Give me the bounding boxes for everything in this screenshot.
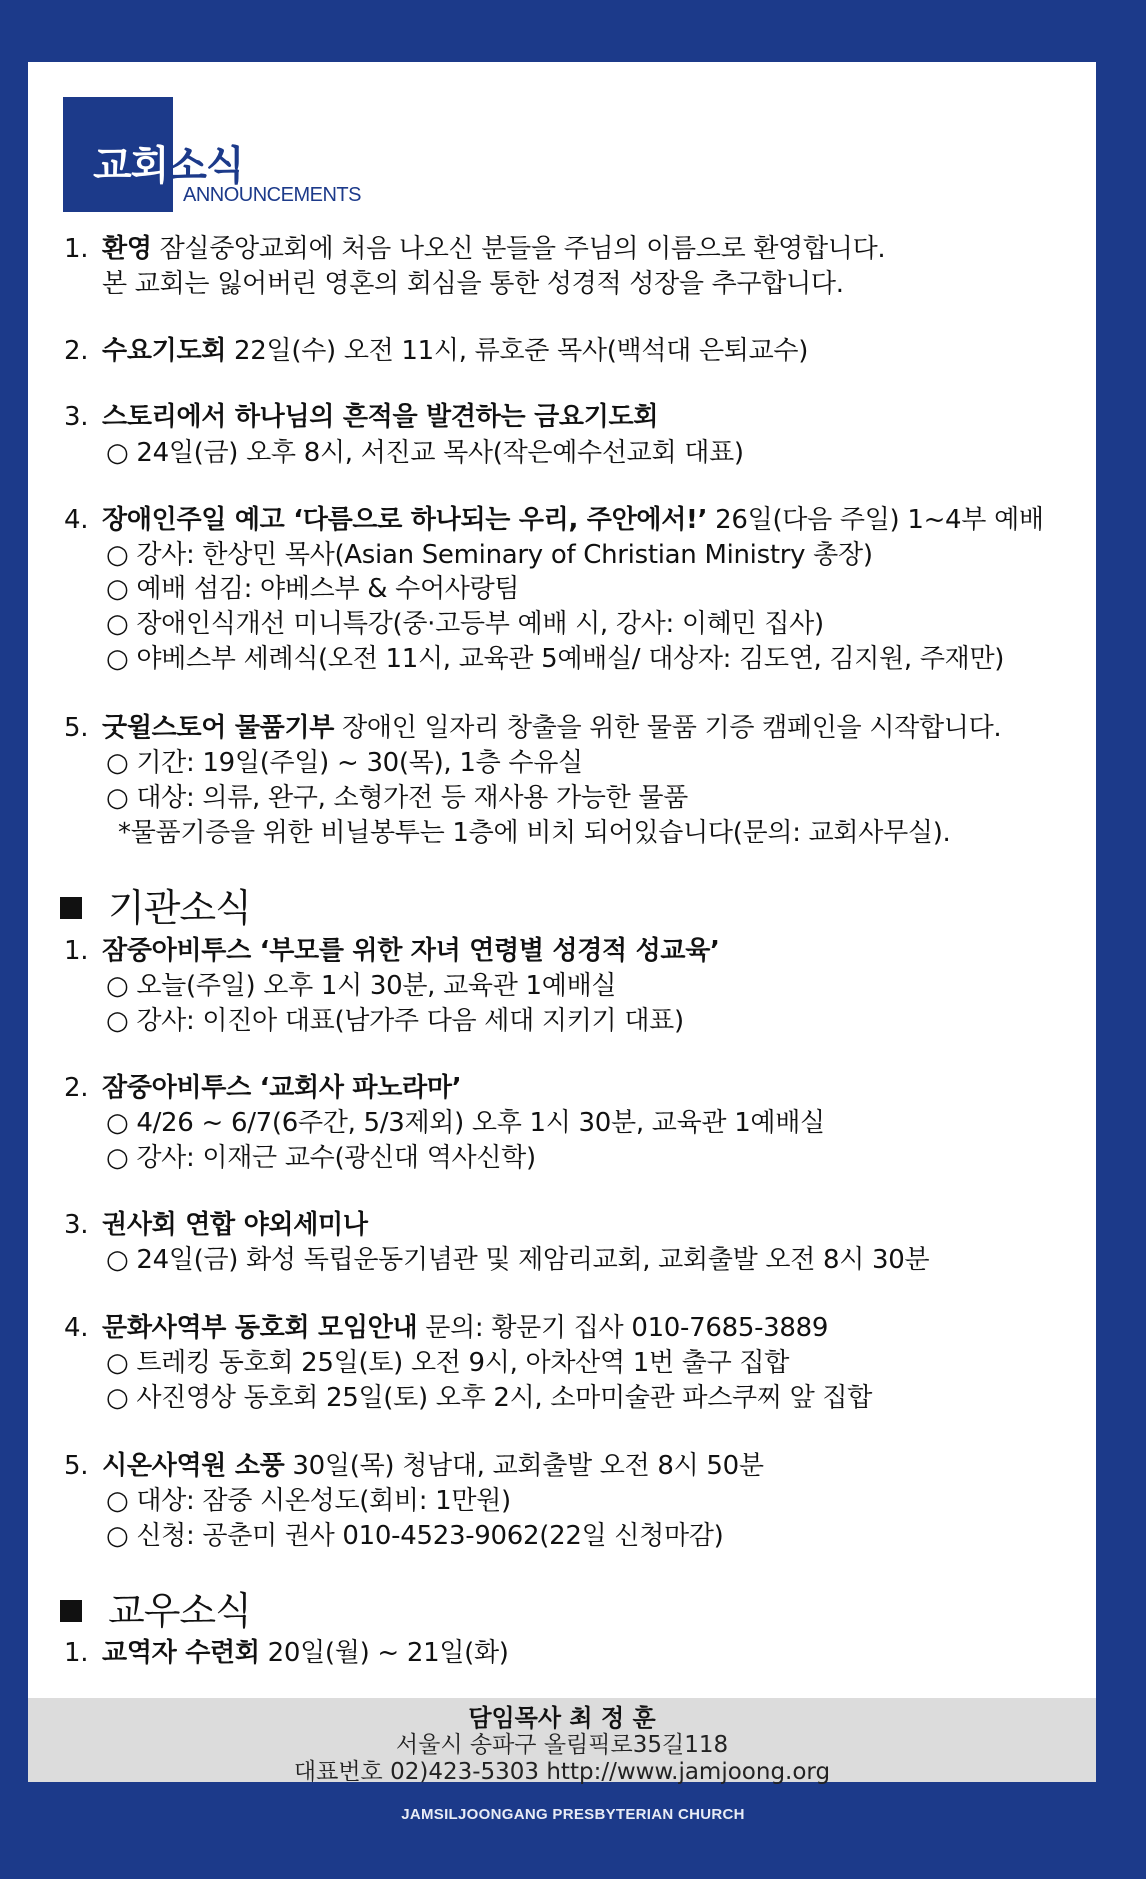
list-item-detail: ○ 24일(금) 오후 8시, 서진교 목사(작은예수선교회 대표) xyxy=(106,438,744,468)
list-item: 4. 문화사역부 동호회 모임안내 문의: 황문기 집사 010-7685-3889 xyxy=(64,1313,829,1343)
list-item-detail: ○ 예배 섬김: 야베스부 & 수어사랑팀 xyxy=(106,574,520,604)
page-subtitle: ANNOUNCEMENTS xyxy=(183,184,361,206)
list-item-detail: ○ 신청: 공춘미 권사 010-4523-9062(22일 신청마감) xyxy=(106,1521,724,1551)
announcement-page xyxy=(28,62,1096,1782)
title-part2: 소식 xyxy=(168,143,244,189)
list-item-detail: ○ 야베스부 세례식(오전 11시, 교육관 5예배실/ 대상자: 김도연, 김지원, 주재만) xyxy=(106,644,1005,674)
list-item-detail: ○ 강사: 한상민 목사(Asian Seminary of Christian Ministry 총장) xyxy=(106,540,873,570)
square-bullet-icon xyxy=(60,1600,82,1622)
list-item-detail: ○ 기간: 19일(주일) ~ 30(목), 1층 수유실 xyxy=(106,748,583,778)
list-item: 2. 잠중아비투스 ‘교회사 파노라마’ xyxy=(64,1073,462,1103)
list-item-detail: ○ 대상: 잠중 시온성도(회비: 1만원) xyxy=(106,1486,511,1516)
list-item-detail: ○ 강사: 이진아 대표(남가주 다음 세대 지키기 대표) xyxy=(106,1006,684,1036)
list-item: 1. 환영 잠실중앙교회에 처음 나오신 분들을 주님의 이름으로 환영합니다. xyxy=(64,234,886,264)
title-part1: 교회 xyxy=(93,143,169,189)
page-title xyxy=(93,134,244,191)
list-item-detail: ○ 오늘(주일) 오후 1시 30분, 교육관 1예배실 xyxy=(106,971,617,1001)
footer-contact xyxy=(28,1698,1096,1785)
list-item: 1. 잠중아비투스 ‘부모를 위한 자녀 연령별 성경적 성교육’ xyxy=(64,936,720,966)
church-brand: JAMSILJOONGANG PRESBYTERIAN CHURCH xyxy=(401,1806,745,1823)
pastor-name: 담임목사 최 정 훈 xyxy=(468,1704,656,1732)
list-item: 3. 권사회 연합 야외세미나 xyxy=(64,1210,368,1240)
church-phone-website: 대표번호 02)423-5303 http://www.jamjoong.org xyxy=(293,1759,831,1785)
section-heading-alumni: 교우소식 xyxy=(60,1580,251,1635)
list-item-detail: ○ 사진영상 동호회 25일(토) 오후 2시, 소마미술관 파스쿠찌 앞 집합 xyxy=(106,1383,873,1413)
list-item-detail: ○ 강사: 이재근 교수(광신대 역사신학) xyxy=(106,1143,536,1173)
list-item: 4. 장애인주일 예고 ‘다름으로 하나되는 우리, 주안에서!’ 26일(다음 주일) 1~4부 예배 xyxy=(64,505,1044,535)
list-item-detail: ○ 장애인식개선 미니특강(중·고등부 예배 시, 강사: 이혜민 집사) xyxy=(106,609,824,639)
list-item-detail: 본 교회는 잃어버린 영혼의 회심을 통한 성경적 성장을 추구합니다. xyxy=(102,269,844,299)
list-item-detail: ○ 24일(금) 화성 독립운동기념관 및 제암리교회, 교회출발 오전 8시 30분 xyxy=(106,1245,930,1275)
list-item-detail: ○ 4/26 ~ 6/7(6주간, 5/3제외) 오후 1시 30분, 교육관 1예배실 xyxy=(106,1108,825,1138)
section-heading-agency: 기관소식 xyxy=(60,877,251,932)
list-item: 5. 시온사역원 소풍 30일(목) 청남대, 교회출발 오전 8시 50분 xyxy=(64,1451,764,1481)
list-item: 5. 굿윌스토어 물품기부 장애인 일자리 창출을 위한 물품 기증 캠페인을 시작합니다. xyxy=(64,713,1002,743)
list-item: 3. 스토리에서 하나님의 흔적을 발견하는 금요기도회 xyxy=(64,402,659,432)
square-bullet-icon xyxy=(60,897,82,919)
list-item-detail: ○ 대상: 의류, 완구, 소형가전 등 재사용 가능한 물품 xyxy=(106,783,688,813)
list-item: 1. 교역자 수련회 20일(월) ~ 21일(화) xyxy=(64,1638,509,1668)
list-item: 2. 수요기도회 22일(수) 오전 11시, 류호준 목사(백석대 은퇴교수) xyxy=(64,336,809,366)
list-item-detail: ○ 트레킹 동호회 25일(토) 오전 9시, 아차산역 1번 출구 집합 xyxy=(106,1348,790,1378)
church-address: 서울시 송파구 올림픽로35길118 xyxy=(395,1732,729,1758)
list-item-note: *물품기증을 위한 비닐봉투는 1층에 비치 되어있습니다(문의: 교회사무실). xyxy=(118,818,951,848)
